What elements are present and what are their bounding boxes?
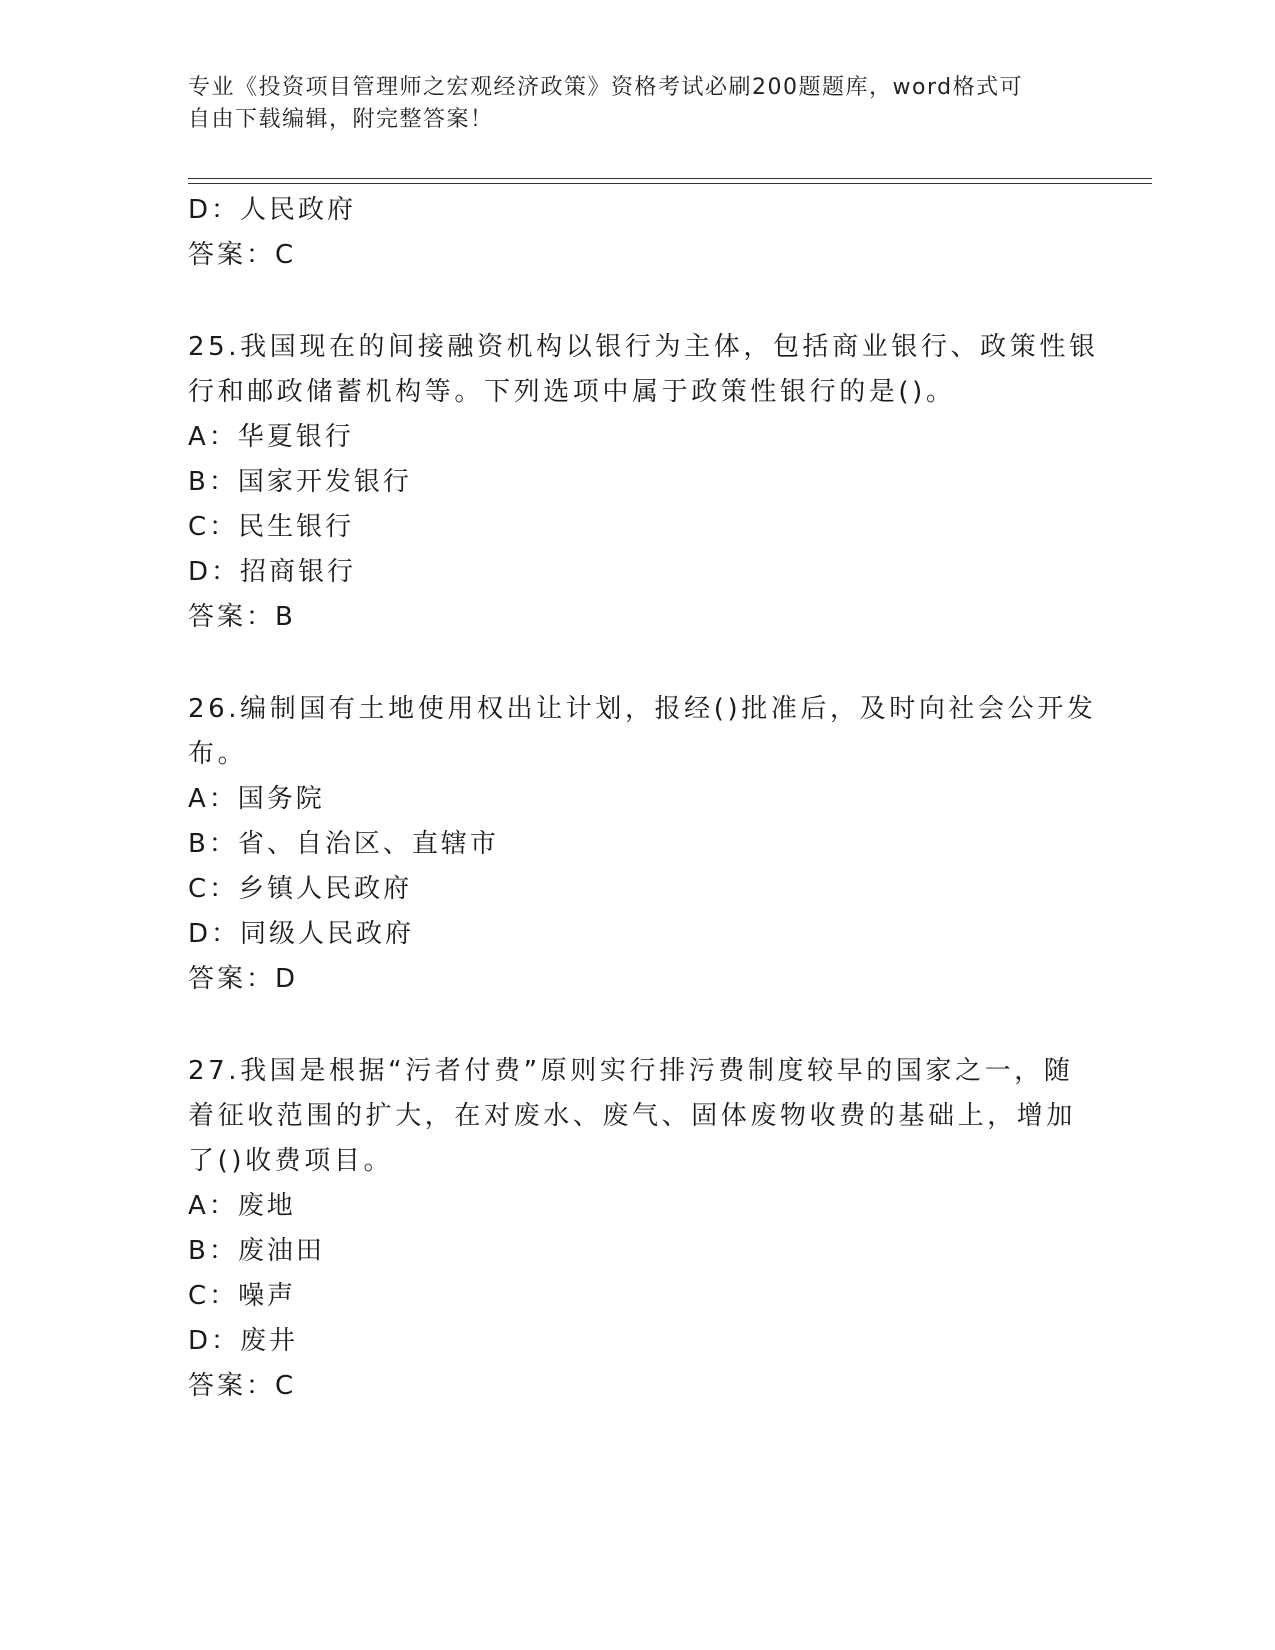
option-a: A：华夏银行 [188, 422, 354, 452]
answer-line: 答案：B [188, 602, 296, 632]
question-stem: 26.编制国有土地使用权出让计划，报经()批准后，及时向社会公开发 [188, 694, 1097, 724]
question-stem: 着征收范围的扩大，在对废水、废气、固体废物收费的基础上，增加 [188, 1101, 1077, 1131]
question-26 [188, 687, 1097, 1002]
question-25 [188, 325, 1099, 640]
header-divider-top [188, 178, 1152, 179]
answer-line: 答案：C [188, 240, 297, 270]
question-27 [188, 1049, 1088, 1409]
question-stem: 布。 [188, 739, 248, 769]
option-a: A：废地 [188, 1191, 296, 1221]
option-b: B：废油田 [188, 1236, 325, 1266]
option-d: D：人民政府 [188, 195, 357, 225]
header-line-2: 自由下载编辑，附完整答案！ [188, 107, 494, 132]
option-c: C：乡镇人民政府 [188, 874, 413, 904]
header-divider-bottom [188, 183, 1152, 184]
option-d: D：招商银行 [188, 557, 357, 587]
answer-line: 答案：D [188, 964, 299, 994]
option-b: B：国家开发银行 [188, 467, 412, 497]
option-c: C：民生银行 [188, 512, 355, 542]
answer-line: 答案：C [188, 1371, 297, 1401]
header-line-1: 专业《投资项目管理师之宏观经济政策》资格考试必刷200题题库，word格式可 [188, 75, 1024, 100]
question-stem: 27.我国是根据“污者付费”原则实行排污费制度较早的国家之一，随 [188, 1056, 1074, 1086]
option-b: B：省、自治区、直辖市 [188, 829, 499, 859]
question-list [188, 188, 1099, 1409]
option-d: D：废井 [188, 1326, 299, 1356]
option-d: D：同级人民政府 [188, 919, 415, 949]
spacer [188, 278, 1088, 325]
question-stem: 25.我国现在的间接融资机构以银行为主体，包括商业银行、政策性银 [188, 332, 1099, 362]
document-header [188, 72, 1068, 136]
question-stem: 行和邮政储蓄机构等。下列选项中属于政策性银行的是()。 [188, 377, 956, 407]
option-a: A：国务院 [188, 784, 325, 814]
question-stem: 了()收费项目。 [188, 1146, 394, 1176]
spacer [188, 640, 1088, 687]
option-c: C：噪声 [188, 1281, 297, 1311]
question-24-tail [188, 188, 1088, 278]
spacer [188, 1002, 1088, 1049]
